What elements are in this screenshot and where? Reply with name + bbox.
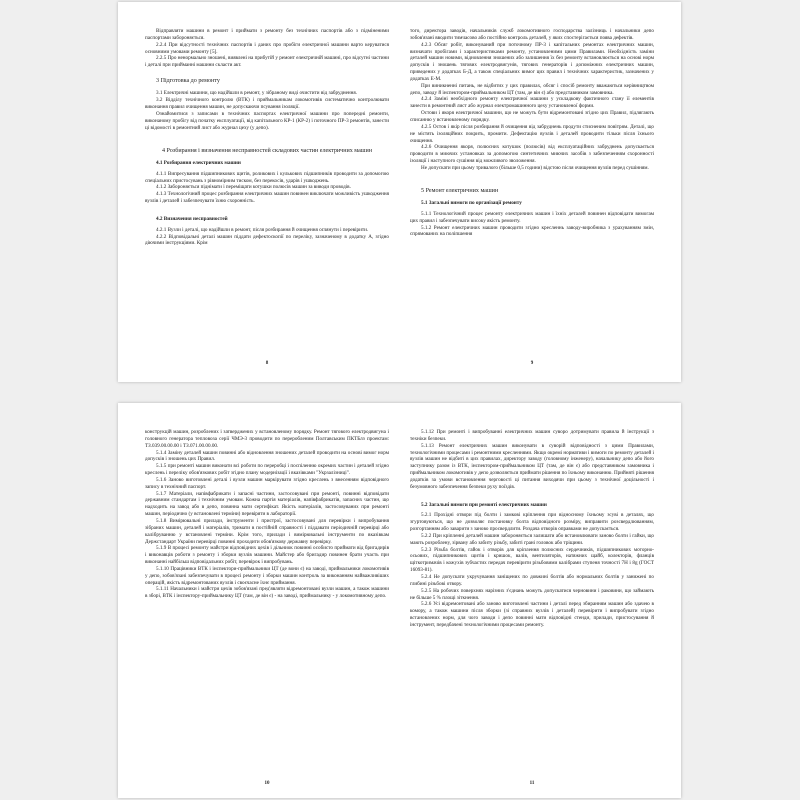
paragraph: 3.2 Відділу технічного контролю (ВТК) і приймальникам локомотивів систематично контролювати виконання правил очищення машин, не допускаючи псування ізоляції. — [145, 97, 389, 111]
paragraph: 5.2.4 Не допускати укручування заніщених по довжині болтів або нормальних болтів у занижені по глибині різьбові отвору. — [410, 573, 654, 587]
paragraph: 4.2.6 Очищення якоря, полюсних котушок (полюсів) від експлуатаційних забруднень допускається проводити в миючих установках за допомогою синтетичних миючих засобів з забезпеченням схоронності ізоляції і наступного сушіння від можливого зволоження. — [410, 144, 654, 165]
paragraph: Ознайомитися з записами в технічних паспортах електричної машини про попередні ремонти, виконаному пробігу від початку експлуатації, від капітального КР-1 (КР-2) і поточного ПР-3 ремонтів, занести ці відомості в ремонтний лист або журнал цеху (у депо). — [145, 111, 389, 131]
spread-bottom — [118, 403, 681, 798]
paragraph: 5.1.4 Заміну деталей машин повинні або відновлення зношених деталей проводити на основі вимог норм допусків і зношень цих Правил. — [145, 449, 389, 463]
paragraph: Відправляти машини в ремонт і приймати з ремонту без технічних паспортів або з підміненими паспортами забороняється. — [145, 28, 389, 41]
paragraph: 5.1.6 Заново виготовлені деталі і вузли машин маркірувати згідно креслень з внесенням відповідного запису в технічний паспорт. — [145, 476, 389, 490]
paragraph: Остови і якоря електричної машини, що не можуть бути відремонтовані згідно цих Правил, підлягають списанню у встановленому порядку. — [410, 110, 654, 123]
document-page — [118, 403, 399, 798]
subsection-heading: 5.1 Загальні вимоги по організації ремонту — [421, 200, 522, 207]
paragraph: конструкцій машин, розроблених і затверджених у встановленому порядку. Ремонт тягового електродвигуна і головного генератора тепловоза серії ЧМЭ-3 проводити по переробленим Полтавським ПКТБлз проектам: ТЗ.039.00.00.00 і ТЗ.071.00.00.00. — [145, 429, 389, 449]
page-number: 11 — [529, 781, 535, 787]
paragraph: 5.1.2 Ремонт електричних машин проводити згідно кресленнь заводу-виробника з урахуванням змін, спрямованих на поліпшення — [410, 224, 654, 238]
paragraph: 2.2.5 Про ненормально зношені, виявлені на прибутій у ремонт електричній машині, про відсутні частини і деталі при прийманні машини скласти акт. — [145, 55, 389, 69]
spacer — [145, 132, 389, 139]
spacer — [410, 172, 654, 179]
spacer — [145, 205, 389, 212]
subsection-heading: 5.2 Загальні вимоги при ремонті електричних машин — [421, 501, 547, 508]
page-content — [145, 429, 389, 600]
paragraph: 5.2.3 Різьба болтів, гайок і отворів для кріплення полюсних сердечників, підшипникових моторно-осьових, підшипникових щитів і кришок, валів, вентиляторів, натяжних щайб, колекторів, фланців щіткотримачів і кожухів зубчастих передач перевірити різьбовими калібрами ступеня точності 7Н і 8g (ГОСТ 16093-81). — [410, 546, 654, 574]
paragraph: 4.2.2 Відповідальні деталі машин піддати дефектоскопії по переліку, зазначеному в додатку А, згідно діючими інструкціями. Крім — [145, 233, 389, 247]
paragraph: Не допускати при цьому тривалого (більше 0,5 години) відстою після очищення вузлів перед сушінням. — [421, 164, 649, 171]
paragraph: 3.1 Електричні машини, що надійшли в ремонт, у зібраному виді очистити від забруднення. — [156, 90, 358, 97]
paragraph: 4.1.1 Випресування підшипникових щитів, роликових і кулькових підшипників проводити за допомогою спеціальних пристосувань з рівномірним тиском, без перекосів, ударів і ушкоджень. — [145, 170, 389, 184]
paragraph: 5.2.5 На робочих поверхнях нарізних з'єднань можуть допускатися черновини і раковини, що займають не більше 5 % площі зіткнення. — [410, 587, 654, 601]
section-heading: 5 Ремонт електричних машин — [421, 187, 499, 194]
page-number: 10 — [264, 781, 270, 787]
page-content — [410, 28, 654, 238]
paragraph: 5.1.8 Вимірювальні прилади, інструменти і пристрої, застосовувані для перевірки і випробування зібраних машин, деталей і матеріалів, тримати в постійній справності і піддавати періодичній перевірці або калібруванню у встановлені терміни. Крім того, прилади і вимірювальні інструменти по вказівкам Держстандарт Укрaїни перевірці повинні проходити обов'язкову державну перевірку. — [145, 517, 389, 545]
paragraph: 4.1.2 Забороняється піднімати і переміщати котушки полюсів машин за виводи проводів. — [156, 184, 351, 191]
paragraph: 5.1.5 при ремонті машин виконати всі роботи по переробці і поспіленню окремих частин і деталей згідно креслень і переліку обов'язкових робіт згідно плану модернізації і вказівками "Укрзалізниці". — [145, 463, 389, 477]
paragraph: 5.2.1 Прохідні отвори під болти і замкові кріплення при відносному їхньому зсуві в деталях, що згуртовуються, що не дозволяє постановку болта відповідного розміру, виправити розсвердлюванням, розгортанням або заварити з заново просвердлити. Роздача отворів оправками не допускається. — [410, 512, 654, 533]
subsection-heading: 4.1 Розбирання електричних машин — [156, 159, 241, 166]
subsection-heading: 4.2 Визначення несправностей — [156, 215, 228, 222]
page-content — [410, 429, 654, 629]
paragraph: 4.2.5 Остов і якір після розбирання й очищення від забруднень продути стисненим повітрям. Деталі, що не містять ізоляційних покрить, промити. Дефектацію вузлів і деталей проводити тільки після їхнього очищення. — [410, 123, 654, 144]
section-heading: 3 Підготовка до ремонту — [156, 78, 220, 85]
paragraph: 5.1.9 В процесі ремонту майстри відповідних цехів і дільниок повинні особисто приймати від бригадирів і виконавців роботи з ремонту і зборки вузлів машини. Майстер або бригадир повинен брати участь при виконанні найбільш відповідальних робіт, перевірок і випробувань. — [145, 545, 389, 566]
spread-top — [118, 2, 681, 382]
page-number: 8 — [265, 361, 269, 367]
paragraph: 5.1.1 Технологічний процес ремонту електричних машин і їхніх деталей повинен відповідати вимогам цих правил і забезпечувати високу якість ремонту. — [410, 210, 654, 224]
paragraph: 5.1.10 Працівники ВТК і інспектори-приймальники ЦТ (де вони є) на заводі, приймальники локомотивів у депо, зобов'язані забезпечувати в процесі ремонту і зборки машин контроль за виконанням найважливіших операцій, якість відремонтованих вузлів і своєчасне їхнє приймання. — [145, 565, 389, 586]
paragraph: 5.1.13 Ремонт електричних машин виконувати в суворій відповідності з цими Правилами, технологічними процесами і ремонтними кресленнями. Якщо окремі нормативи і вимоги по ремонту деталей і вузлів машин не відбиті в цих правилах, директору заводу (головному інженеру), начальнику депо або його заступнику разом із ВТК, інспектором-приймальником ЦТ (там, де він є) або представником замовника і приймальником локомотивів у депо дозволяється приймати рішення по їхньому виконанню. Прийняті рішення додатків за умови встановлення черговості ці питання виходячи при цьому з технічної доцільності і безумовного забезпечення безпеки руху поїздів. — [410, 442, 654, 490]
paragraph: 5.1.12 При ремонті і випробуванні електричних машин суворо дотримувати правила й інструкції з техніки безпеки. — [410, 429, 654, 442]
paragraph: 5.1.7 Матеріали, напівфабрикати і запасні частини, застосовувані при ремонті, повинні відповідати державним стандартам і технічним умовам. Кожна партія матеріалів, напівфабрикатів, запасних частин, що надходить на завод або в депо, повинна мати сертифікат. Якість матеріалів, застосовуваних при ремонті машин, періодично (у встановлені терміни) перевіряти в лабораторії. — [145, 490, 389, 518]
document-page — [118, 2, 399, 382]
document-page — [400, 2, 681, 382]
section-heading: 4 Розбирання і визначення несправностей складових частин електричних машин — [161, 147, 373, 154]
paragraph: 5.1.11 Начальники і майстри цехів зобов'язані пред'являти відремонтовані вузли машин, а також машини в зборі, ВТК і інспектору-приймальнику ЦТ (там, де він є) - на заводі, приймальнику - у локомотивному депо. — [145, 586, 389, 600]
document-page — [400, 403, 681, 798]
paragraph: 4.2.4 Заміні необхідного ремонту електричної машини у ускладкову фактичного стану її елементів занести в ремонтний лист або журнал електромашинного цеху установленої форми. — [410, 96, 654, 110]
paragraph: 4.2.1 Вузли і деталі, що надійшли в ремонт, після розбирання й очищення оглянути і перевірити. — [156, 226, 369, 233]
paragraph: 4.1.3 Технологічний процес розбирання електричних машин повинен виключати можливість ушкодження вузлів і деталей і забезпечувати їхню схоронність. — [145, 191, 389, 205]
page-number: 9 — [530, 361, 534, 367]
paragraph: 5.2.2 При кріпленні деталей машин забороняється залишати або встановлювати заново болти і гайки, що мають розроблену, зірвану або забиту різьбу, забиті грані головок або тріщини. — [410, 532, 654, 546]
page-content — [145, 28, 389, 247]
paragraph: При виникненні питань, не відбитих у цих правилах, обсяг і спосіб ремонту вважаються керівництвом депо, заводу й інспектором-приймальником ЦТ (там, де він є) або представником замовника. — [410, 82, 654, 96]
spacer — [410, 491, 654, 498]
paragraph: 4.2.3 Обсяг робіт, виконуваний при поточному ПР-3 і капітальних ремонтах електричних машин, визначати пробігами і характеристиками ремонту, установленими цими Правилами. Необхідність заміни деталей машин новими, відновлення зношених або залишення їх без ремонту встановлюється на основі норм допусків і зношень тягових електродвигунів, тягових генераторів і допоміжних електричних машин, приведених у додатках Б-Д, а також спеціальних вимог цих правил і технічних характеристик, зазначених у додатках Е-М. — [410, 41, 654, 82]
paragraph: того, директора заводів, начальників служб локомотивного господарства залізниць і начальники депо зобов'язані вводити тимчасово або постійно контроль деталей, у яких спостерігається поява дефектів. — [410, 28, 654, 41]
paragraph: 2.2.4 При відсутності технічних паспортів і даних про пробіги електричної машини варто керуватися основними умовами ремонту [5]. — [145, 41, 389, 55]
paragraph: 5.2.6 Усі відремонтовані або заново виготовлені частини і деталі перед збиранням машин або здачею в комору, а також машини після зборки (зі справних вузлів і деталей) перевірити і випробувати згідно встановлених норм, для чого заводи і депо повинні мати відповідні стенди, прилади, пристосування й інструмент, передбачені технологічними процесами ремонту. — [410, 601, 654, 628]
